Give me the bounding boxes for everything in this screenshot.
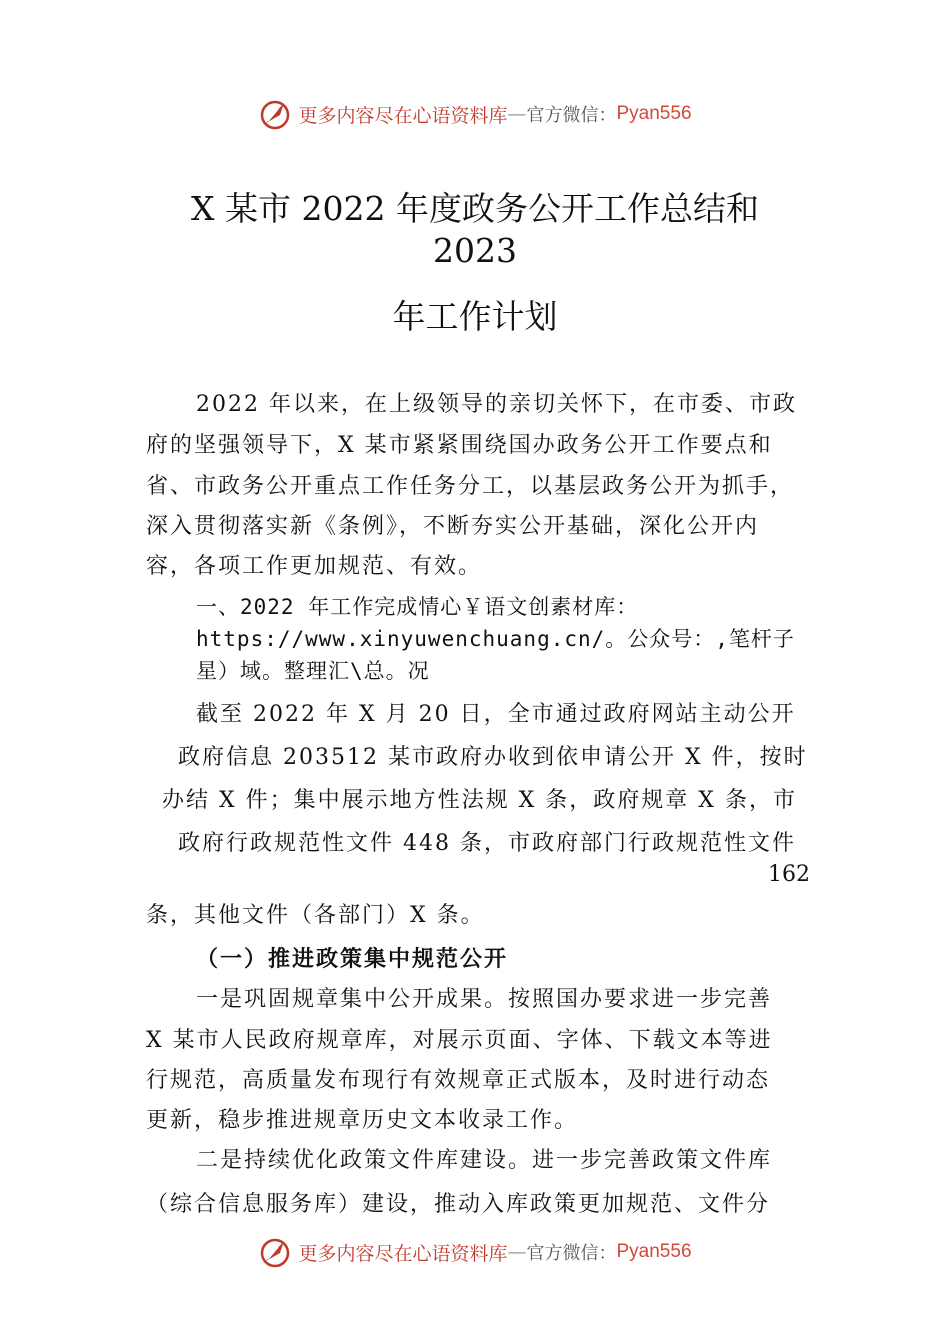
section-heading-line: https://www.xinyuwenchuang.cn/。公众号：,笔杆子: [196, 627, 795, 651]
banner-wechat-id: Pyan556: [616, 103, 692, 124]
paragraph-line: （综合信息服务库）建设，推动入库政策更加规范、文件分: [146, 1192, 771, 1217]
paragraph-line: 二是持续优化政策文件库建设。进一步完善政策文件库: [196, 1148, 773, 1173]
paragraph-line: 行规范，高质量发布现行有效规章正式版本，及时进行动态: [146, 1068, 771, 1093]
paragraph-line: 政府信息 203512 某市政府办收到依申请公开 X 件，按时: [178, 745, 808, 770]
banner-wechat-id: Pyan556: [616, 1241, 692, 1262]
banner-text: 更多内容尽在心语资料库: [298, 104, 508, 127]
footer-banner: [0, 1232, 950, 1272]
header-banner: [0, 94, 950, 134]
doc-title-line-2: 2023: [433, 231, 517, 270]
paragraph-line: 政府行政规范性文件 448 条，市政府部门行政规范性文件: [178, 831, 796, 856]
paragraph-line: 府的坚强领导下，X 某市紧紧围绕国办政务公开工作要点和: [146, 433, 773, 458]
paragraph-line: 容，各项工作更加规范、有效。: [146, 554, 483, 579]
subheading: （一）推进政策集中规范公开: [196, 946, 509, 972]
banner-wechat-label: 官方微信：: [526, 105, 617, 126]
banner-separator: —: [507, 103, 527, 125]
paragraph-line: 162: [768, 862, 810, 887]
paragraph-line: 办结 X 件；集中展示地方性法规 X 条，政府规章 X 条，市: [162, 788, 797, 813]
section-heading-line: 星）域。整理汇\总。况: [196, 659, 430, 683]
banner-separator: —: [507, 1241, 527, 1263]
quill-logo-icon: [258, 97, 292, 131]
paragraph-line: 截至 2022 年 X 月 20 日，全市通过政府网站主动公开: [196, 702, 796, 727]
doc-title-line-1: X 某市 2022 年度政务公开工作总结和: [191, 189, 759, 228]
quill-logo-icon: [258, 1235, 292, 1269]
paragraph-line: X 某市人民政府规章库，对展示页面、字体、下载文本等进: [146, 1028, 773, 1053]
doc-title-line-3: 年工作计划: [392, 297, 558, 336]
paragraph-line: 2022 年以来，在上级领导的亲切关怀下，在市委、市政: [196, 392, 797, 417]
paragraph-line: 条，其他文件（各部门）X 条。: [146, 903, 485, 928]
banner-wechat-label: 官方微信：: [526, 1243, 617, 1264]
paragraph-line: 深入贯彻落实新《条例》，不断夯实公开基础，深化公开内: [146, 514, 760, 539]
section-heading-line: 一、2022 年工作完成情心￥语文创素材库：: [196, 595, 639, 619]
banner-text: 更多内容尽在心语资料库: [298, 1242, 508, 1265]
paragraph-line: 更新，稳步推进规章历史文本收录工作。: [146, 1108, 579, 1133]
paragraph-line: 一是巩固规章集中公开成果。按照国办要求进一步完善: [196, 987, 773, 1012]
paragraph-line: 省、市政务公开重点工作任务分工，以基层政务公开为抓手，: [146, 474, 795, 499]
